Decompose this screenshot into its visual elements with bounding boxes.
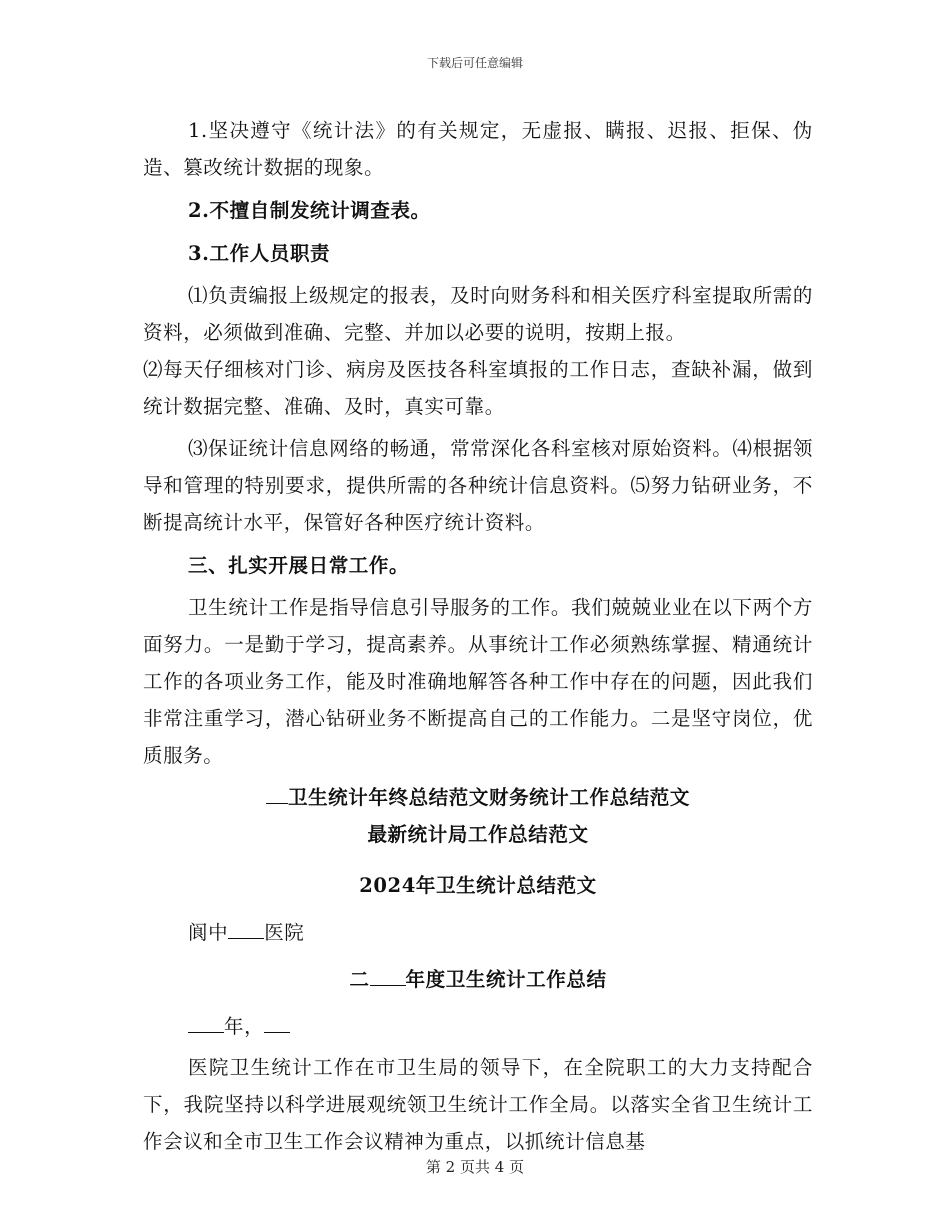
blank-underline	[228, 916, 264, 939]
page-header: 下载后可任意编辑	[426, 56, 523, 70]
document-title: 2024年卫生统计总结范文	[359, 874, 597, 897]
heading-staff-duties: 3.工作人员职责	[188, 242, 331, 265]
paragraph-duty-2: ⑵每天仔细核对门诊、病房及医技各科室填报的工作日志，查缺补漏，做到统计数据完整、准确、及时，真实可靠。	[143, 358, 813, 418]
date-line	[143, 1008, 813, 1045]
blank-underline	[370, 963, 406, 986]
related-links-line-2[interactable]: 最新统计局工作总结范文	[367, 823, 589, 846]
paragraph-daily-work: 卫生统计工作是指导信息引导服务的工作。我们兢兢业业在以下两个方面努力。一是勤于学习，提高素养。从事统计工作必须熟练掌握、精通统计工作的各项业务工作，能及时准确地解答各种工作中存在的问题，因此我们非常注重学习，潜心钻研业务不断提高自己的工作能力。二是坚守岗位，优质服务。	[143, 596, 813, 767]
blank-underline	[264, 1010, 290, 1033]
related-links-line-1	[143, 779, 813, 816]
paragraph-duty-3-5: ⑶保证统计信息网络的畅通，常常深化各科室核对原始资料。⑷根据领导和管理的特别要求，提供所需的各种统计信息资料。⑸努力钻研业务，不断提高统计水平，保管好各种医疗统计资料。	[143, 437, 813, 534]
related-link-text-1[interactable]: 卫生统计年终总结范文财务统计工作总结范文	[287, 786, 690, 809]
paragraph-statistics-law: 1.坚决遵守《统计法》的有关规定，无虚报、瞒报、迟报、拒保、伪造、篡改统计数据的现象。	[143, 119, 813, 179]
document-body	[143, 112, 813, 1160]
organization-suffix: 医院	[264, 921, 305, 944]
heading-daily-work: 三、扎实开展日常工作。	[188, 554, 410, 577]
subtitle-prefix: 二	[349, 968, 370, 991]
date-year-label: 年，	[224, 1015, 265, 1038]
report-subtitle	[143, 961, 813, 998]
organization-prefix: 阆中	[188, 921, 229, 944]
paragraph-no-self-surveys: 2.不擅自制发统计调查表。	[188, 199, 431, 222]
paragraph-duty-1: ⑴负责编报上级规定的报表，及时向财务科和相关医疗科室提取所需的资料，必须做到准确、完整、并加以必要的说明，按期上报。	[143, 284, 813, 344]
page-footer: 第 2 页共 4 页	[425, 1158, 525, 1176]
blank-underline	[188, 1010, 224, 1033]
paragraph-summary-body: 医院卫生统计工作在市卫生局的领导下，在全院职工的大力支持配合下，我院坚持以科学进展观统领卫生统计工作全局。以落实全省卫生统计工作会议和全市卫生工作会议精神为重点，以抓统计信息基	[143, 1056, 813, 1153]
blank-underline	[266, 781, 288, 804]
organization-line	[143, 914, 813, 951]
subtitle-suffix: 年度卫生统计工作总结	[405, 968, 607, 991]
